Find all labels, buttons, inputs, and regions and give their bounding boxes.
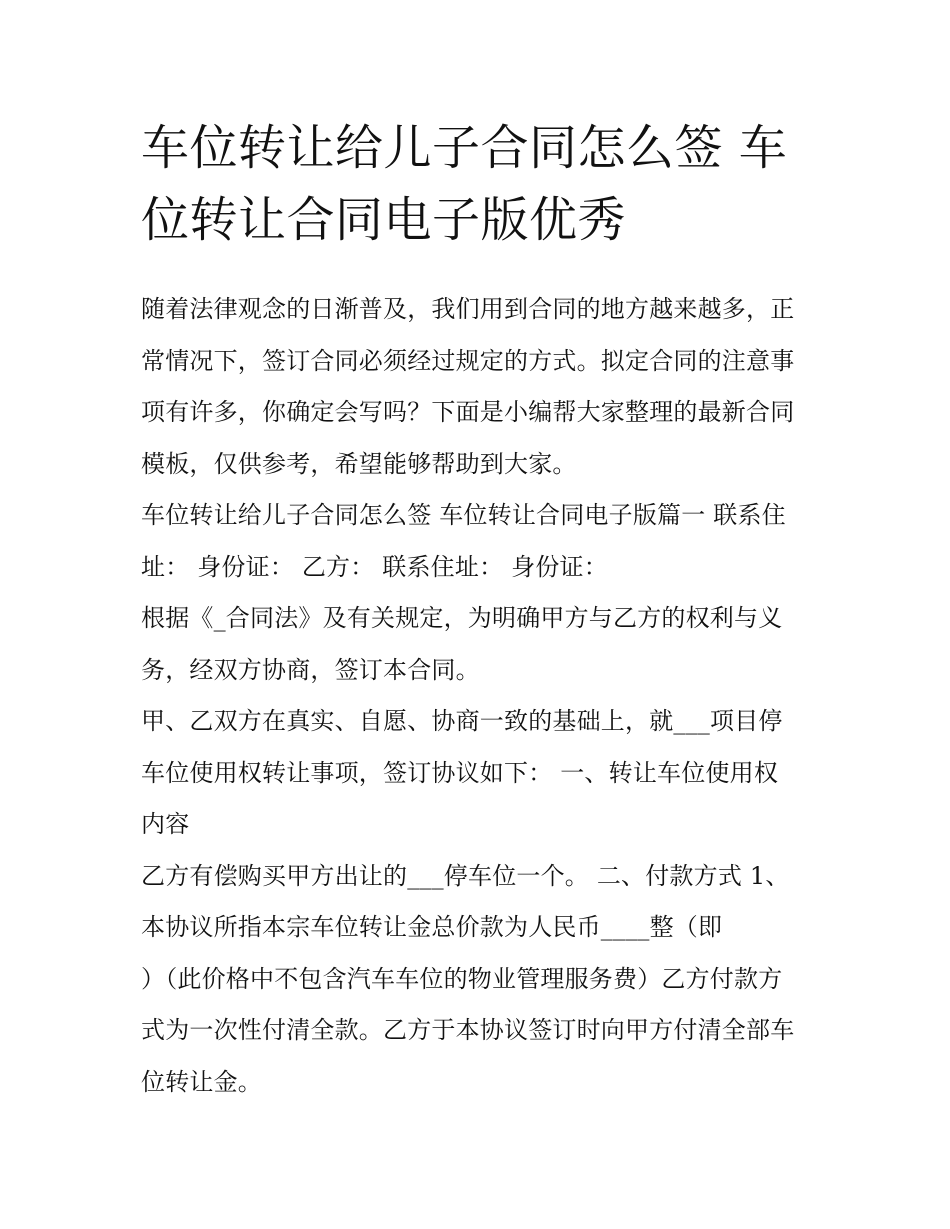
document-page (141, 112, 813, 1108)
intro-line: 项有许多，你确定会写吗？下面是小编帮大家整理的最新合同 (141, 398, 795, 426)
intro-line: 模板，仅供参考，希望能够帮助到大家。 (141, 449, 577, 478)
paragraph-line: 乙方有偿购买甲方出让的___停车位一个。 二、付款方式 1、 (141, 861, 790, 890)
document-title (141, 112, 813, 256)
paragraph-line: 式为一次性付清全款。乙方于本协议签订时向甲方付清全部车 (141, 1016, 795, 1044)
paragraph-line: 甲、乙双方在真实、自愿、协商一致的基础上，就___项目停 (141, 707, 783, 735)
paragraph-line: 内容 (141, 810, 190, 838)
paragraph-line: ）（此价格中不包含汽车车位的物业管理服务费）乙方付款方 (141, 964, 783, 993)
paragraph-line: 务，经双方协商，签订本合同。 (141, 655, 480, 684)
paragraph-line: 本协议所指本宗车位转让金总价款为人民币____整（即 (141, 913, 723, 941)
intro-line: 常情况下，签订合同必须经过规定的方式。拟定合同的注意事 (141, 346, 795, 375)
title-line: 位转让合同电子版优秀 (141, 192, 627, 248)
section-heading-line: 车位转让给儿子合同怎么签 车位转让合同电子版篇一 联系住 (141, 501, 786, 529)
party-info-line: 址： 身份证： 乙方： 联系住址： 身份证： (141, 552, 608, 581)
title-line: 车位转让给儿子合同怎么签 车 (141, 120, 788, 176)
paragraph-line: 车位使用权转让事项，签订协议如下： 一、转让车位使用权 (141, 758, 779, 787)
paragraph-line: 根据《_合同法》及有关规定，为明确甲方与乙方的权利与义 (141, 604, 783, 632)
document-body (141, 284, 813, 1108)
paragraph-line: 位转让金。 (141, 1067, 262, 1096)
intro-line: 随着法律观念的日渐普及，我们用到合同的地方越来越多，正 (141, 295, 795, 323)
